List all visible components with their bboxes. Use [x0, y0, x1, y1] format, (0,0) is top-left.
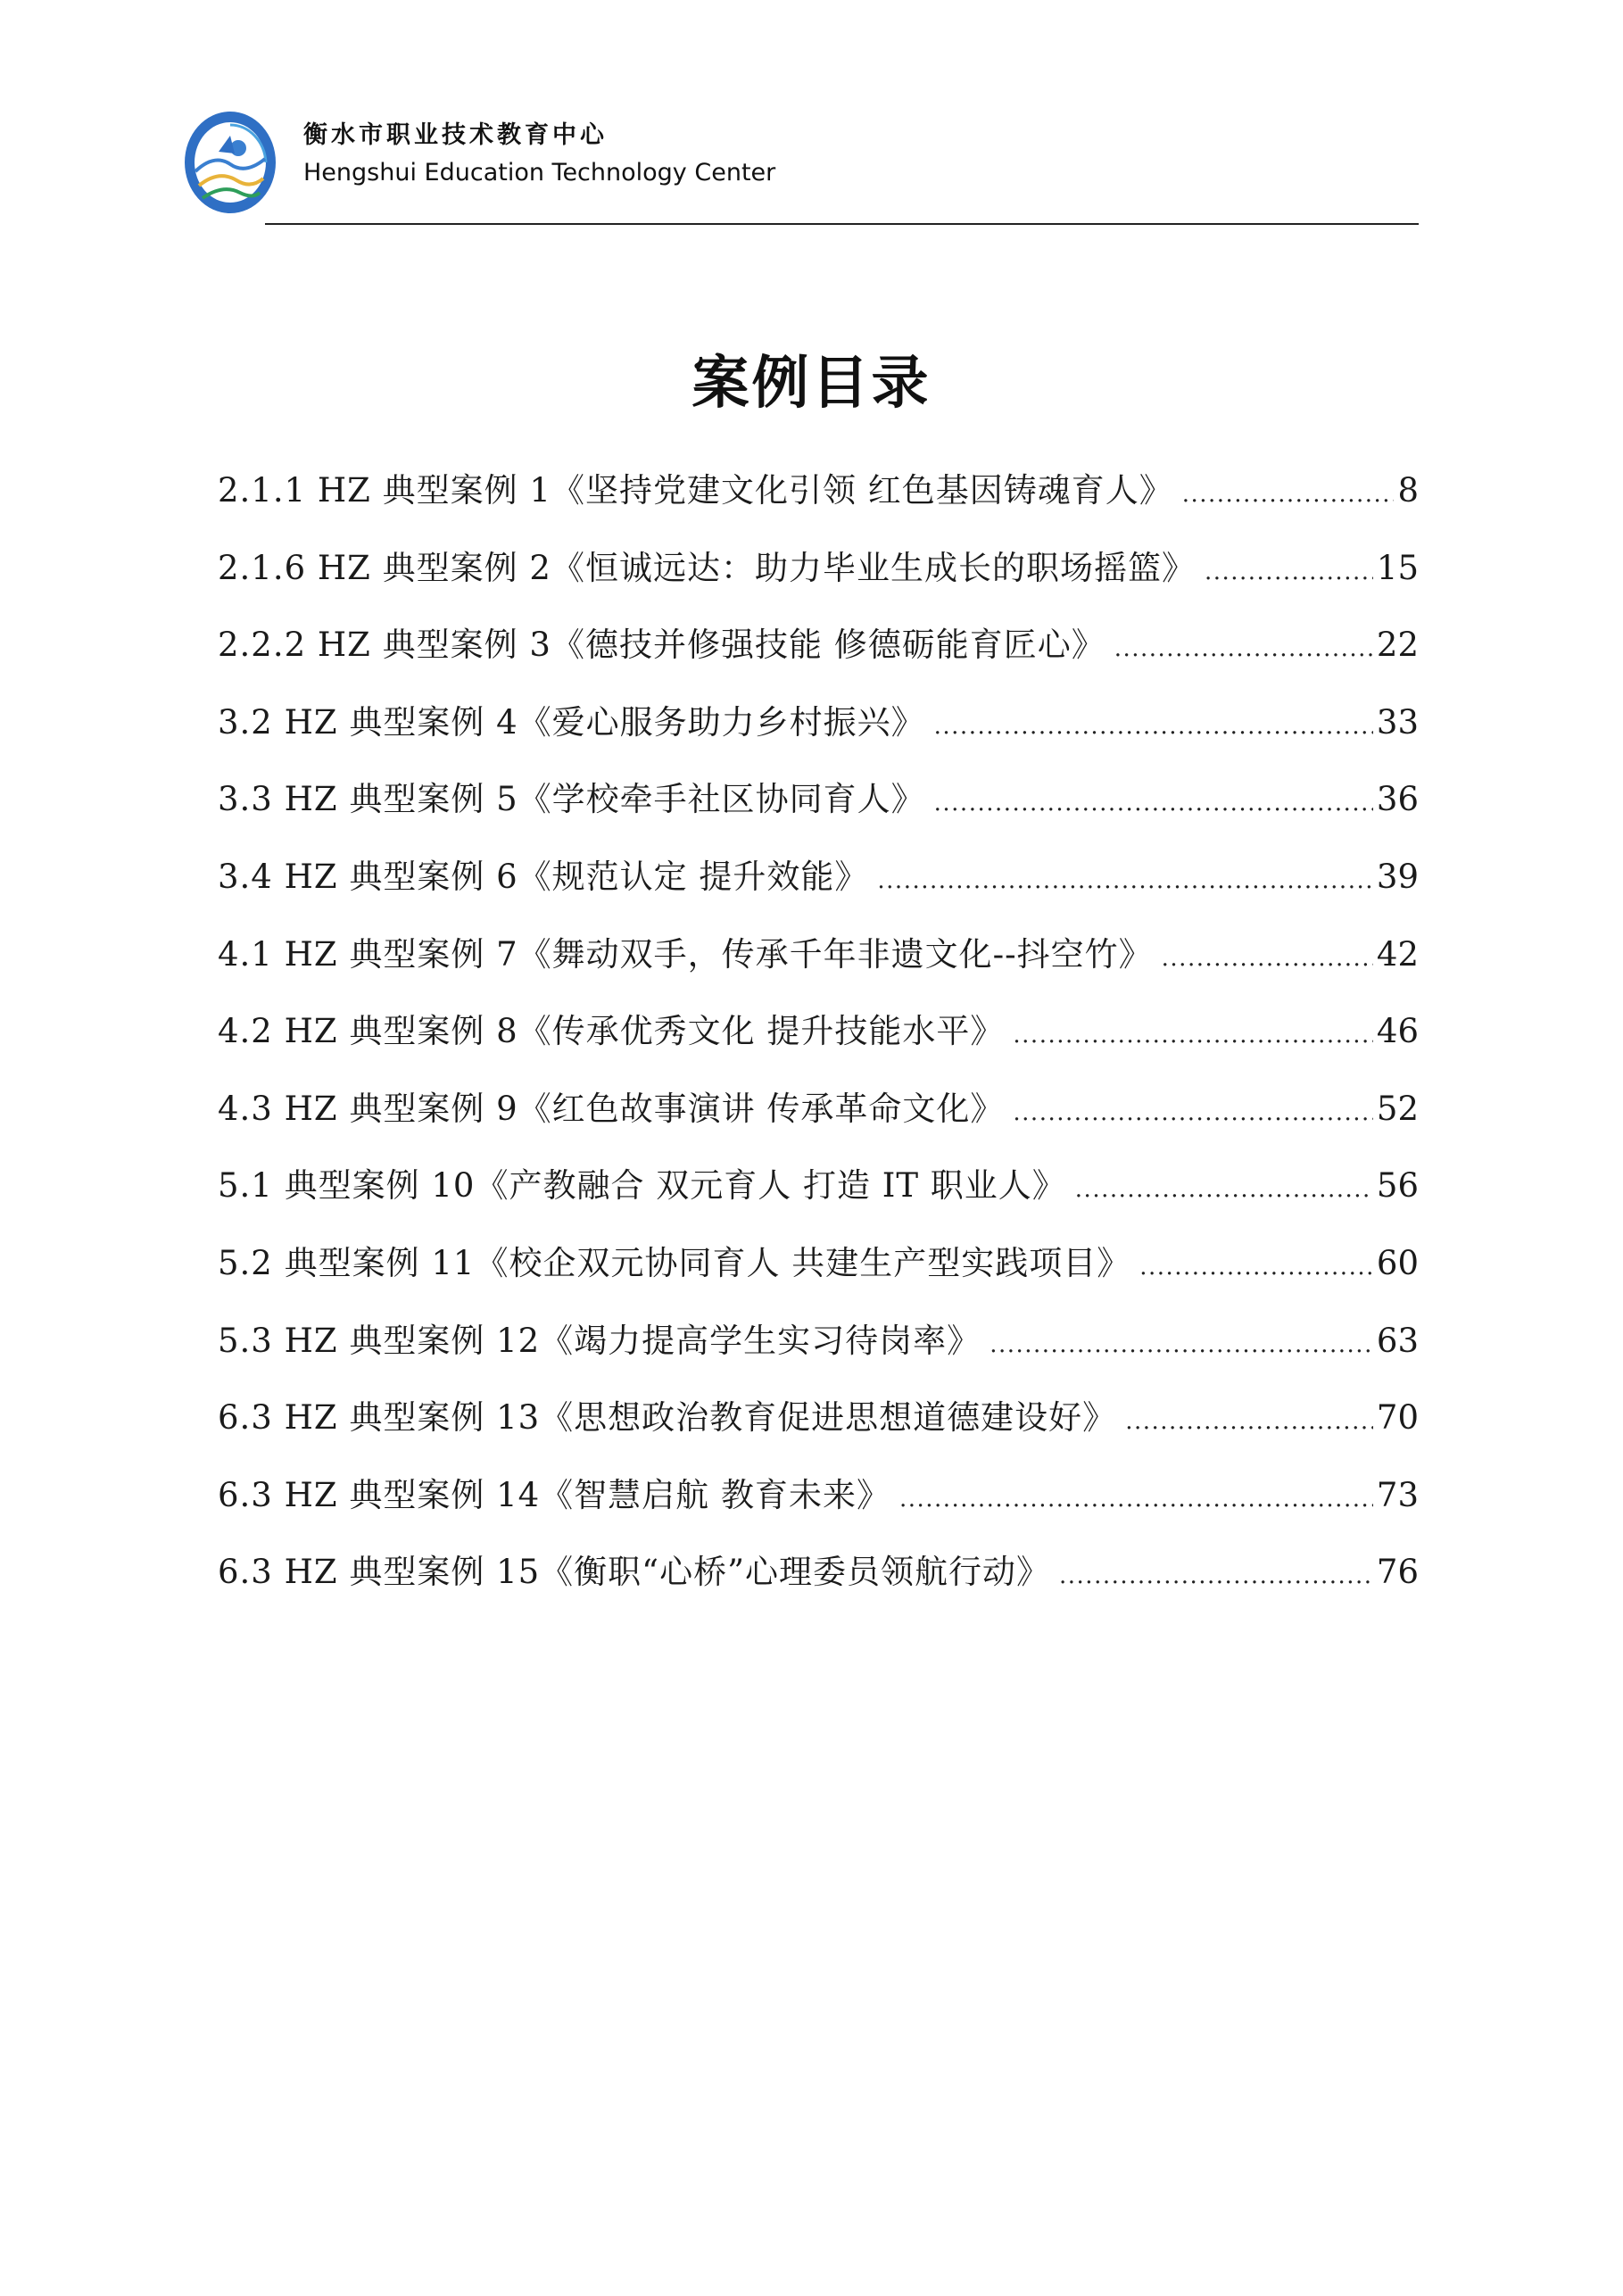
- toc-page-number: 15: [1376, 548, 1419, 587]
- toc-entry[interactable]: [218, 998, 1419, 1075]
- toc-page-number: 52: [1376, 1089, 1419, 1128]
- toc-page-number: 63: [1376, 1321, 1419, 1360]
- org-name-cn: 衡水市职业技术教育中心: [303, 121, 608, 149]
- toc-leader-dots: [934, 692, 1373, 760]
- toc-leader-dots: [1114, 615, 1373, 683]
- toc-page-number: 56: [1376, 1166, 1419, 1206]
- toc-entry[interactable]: [218, 457, 1419, 535]
- toc-leader-dots: [990, 1311, 1373, 1379]
- toc-entry-title: 2.1.6 HZ 典型案例 2《恒诚远达：助力毕业生成长的职场摇篮》: [218, 548, 1196, 587]
- page-header: [183, 109, 1419, 225]
- toc-entry[interactable]: [218, 1307, 1419, 1385]
- toc-entry-title: 5.1 典型案例 10《产教融合 双元育人 打造 IT 职业人》: [218, 1166, 1066, 1206]
- header-text: [303, 116, 775, 191]
- school-emblem-icon: [183, 109, 277, 216]
- toc-entry-title: 3.2 HZ 典型案例 4《爱心服务助力乡村振兴》: [218, 702, 925, 742]
- toc-entry[interactable]: [218, 535, 1419, 612]
- toc-entry-title: 6.3 HZ 典型案例 15《衡职“心桥”心理委员领航行动》: [218, 1553, 1051, 1592]
- toc-leader-dots: [1075, 1156, 1373, 1223]
- toc-entry[interactable]: [218, 1075, 1419, 1153]
- toc-entry-title: 3.3 HZ 典型案例 5《学校牵手社区协同育人》: [218, 780, 925, 819]
- toc-entry[interactable]: [218, 921, 1419, 999]
- toc-leader-dots: [1139, 1233, 1373, 1301]
- toc-entry[interactable]: [218, 689, 1419, 767]
- toc-page-number: 42: [1376, 934, 1419, 974]
- table-of-contents: [218, 457, 1419, 1616]
- org-name-en: Hengshui Education Technology Center: [303, 159, 776, 186]
- toc-entry-title: 4.3 HZ 典型案例 9《红色故事演讲 传承革命文化》: [218, 1089, 1005, 1128]
- toc-entry[interactable]: [218, 1384, 1419, 1462]
- toc-page-number: 36: [1376, 780, 1419, 819]
- toc-page-number: 33: [1376, 702, 1419, 742]
- toc-entry-title: 6.3 HZ 典型案例 14《智慧启航 教育未来》: [218, 1475, 890, 1514]
- toc-leader-dots: [899, 1465, 1373, 1533]
- toc-leader-dots: [934, 769, 1373, 837]
- toc-entry-title: 5.3 HZ 典型案例 12《竭力提高学生实习待岗率》: [218, 1321, 981, 1360]
- toc-page-number: 73: [1376, 1475, 1419, 1514]
- toc-entry-title: 6.3 HZ 典型案例 13《思想政治教育促进思想道德建设好》: [218, 1398, 1117, 1438]
- toc-page-number: 76: [1376, 1553, 1419, 1592]
- toc-leader-dots: [1182, 460, 1395, 528]
- toc-leader-dots: [1162, 924, 1373, 992]
- toc-entry-title: 2.1.1 HZ 典型案例 1《坚持党建文化引领 红色基因铸魂育人》: [218, 471, 1173, 510]
- toc-entry[interactable]: [218, 843, 1419, 921]
- toc-entry[interactable]: [218, 1538, 1419, 1616]
- toc-leader-dots: [877, 847, 1373, 915]
- toc-entry[interactable]: [218, 766, 1419, 843]
- toc-leader-dots: [1013, 1079, 1373, 1147]
- page-title: 案例目录: [691, 351, 932, 417]
- header-divider: [265, 223, 1419, 225]
- toc-entry-title: 4.1 HZ 典型案例 7《舞动双手，传承千年非遗文化--抖空竹》: [218, 934, 1153, 974]
- toc-leader-dots: [1125, 1388, 1373, 1455]
- toc-leader-dots: [1013, 1001, 1373, 1069]
- toc-entry[interactable]: [218, 1230, 1419, 1307]
- toc-entry-title: 5.2 典型案例 11《校企双元协同育人 共建生产型实践项目》: [218, 1243, 1131, 1282]
- toc-entry-title: 4.2 HZ 典型案例 8《传承优秀文化 提升技能水平》: [218, 1012, 1005, 1051]
- toc-entry[interactable]: [218, 1152, 1419, 1230]
- toc-page-number: 39: [1376, 857, 1419, 896]
- toc-entry[interactable]: [218, 611, 1419, 689]
- toc-leader-dots: [1059, 1542, 1373, 1610]
- toc-entry-title: 3.4 HZ 典型案例 6《规范认定 提升效能》: [218, 857, 869, 896]
- toc-page-number: 8: [1397, 471, 1419, 510]
- toc-page-number: 22: [1376, 626, 1419, 665]
- toc-page-number: 46: [1376, 1012, 1419, 1051]
- toc-page-number: 60: [1376, 1243, 1419, 1282]
- toc-leader-dots: [1205, 538, 1373, 606]
- toc-entry[interactable]: [218, 1462, 1419, 1539]
- toc-page-number: 70: [1376, 1398, 1419, 1438]
- toc-entry-title: 2.2.2 HZ 典型案例 3《德技并修强技能 修德砺能育匠心》: [218, 626, 1105, 665]
